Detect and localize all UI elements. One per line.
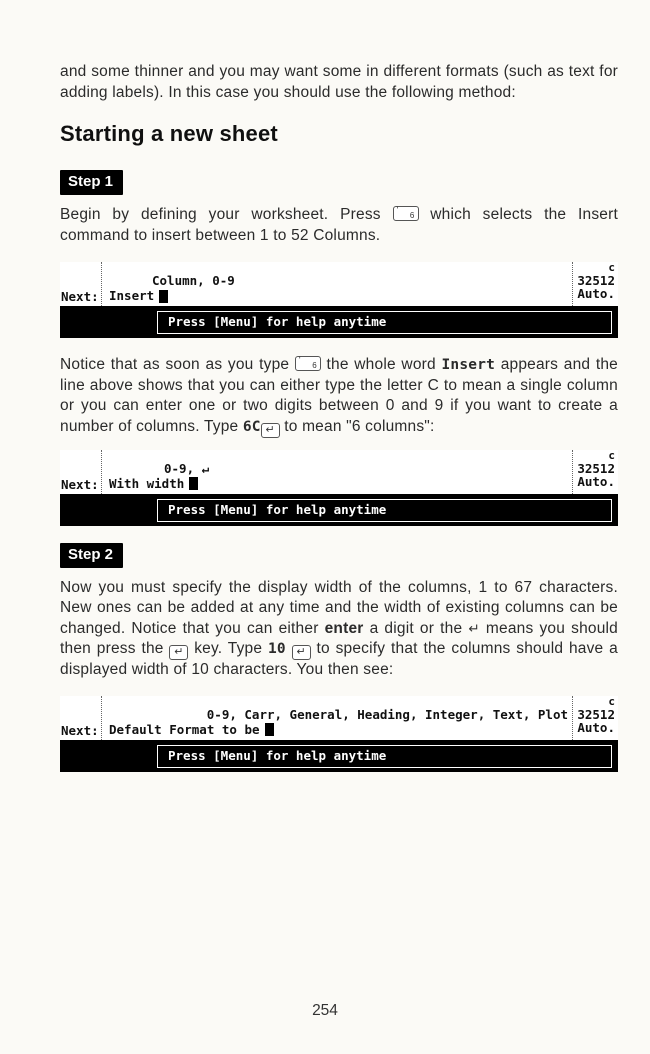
command-text: With width [109, 475, 185, 491]
command-column [102, 262, 572, 306]
prompt-column [60, 262, 102, 306]
emphasized-word: enter [324, 619, 364, 637]
command-keyword: Insert [441, 357, 496, 373]
status-column [572, 696, 618, 740]
spreadsheet-screenshot-3 [60, 696, 618, 772]
screen-text-area [60, 450, 618, 496]
status-column [572, 262, 618, 306]
next-prompt: Next: [61, 722, 99, 738]
status-mode: Auto. [577, 719, 615, 735]
page-number: 254 [312, 1002, 338, 1019]
enter-key-icon: ↵ [292, 645, 311, 660]
spreadsheet-screenshot-2 [60, 450, 618, 526]
intro-paragraph: and some thinner and you may want some in different formats (such as text for adding labels). In this case you should use the following method: [60, 63, 618, 101]
menu-help-message: Press [Menu] for help anytime [157, 499, 612, 522]
insert-key-icon: ' 6 [295, 356, 321, 371]
insert-key-icon: ' 6 [393, 206, 419, 221]
status-corner: c [608, 448, 615, 462]
command-keyword: 10 [267, 641, 286, 657]
menu-help-message: Press [Menu] for help anytime [157, 745, 612, 768]
screen-text-area [60, 696, 618, 742]
status-memory: 32512 [577, 273, 615, 288]
command-column [102, 450, 572, 494]
status-mode: Auto. [577, 286, 615, 301]
menu-bar [60, 308, 618, 338]
next-prompt: Next: [61, 289, 99, 304]
command-column [102, 696, 572, 740]
text-cursor [159, 290, 168, 303]
enter-key-icon: ↵ [261, 423, 280, 438]
prompt-column [60, 696, 102, 740]
status-memory: 32512 [577, 706, 615, 722]
option-hint-line: 0-9, ↵ [164, 460, 210, 476]
prompt-column [60, 450, 102, 494]
spreadsheet-screenshot-1 [60, 262, 618, 338]
text-cursor [189, 477, 198, 490]
step2-paragraph-1: Now you must specify the display width of the columns, 1 to 67 characters. New ones can be added at any time and the width of existing columns can be changed. Notice that you can either enter a digit or the ↵ means you should then press the ↵ key. Type 10 ↵ to specify that the columns should have a displayed width of 10 characters. You then see: [60, 578, 618, 678]
status-memory: 32512 [577, 460, 615, 476]
step2-badge: Step 2 [60, 543, 123, 568]
screen-text-area [60, 262, 618, 308]
enter-key-icon: ↵ [169, 645, 188, 660]
command-keyword: 6C [242, 418, 261, 435]
menu-bar [60, 742, 618, 772]
status-column [572, 450, 618, 494]
menu-bar [60, 496, 618, 526]
step1-paragraph-2: Notice that as soon as you type ' 6 the whole word Insert appears and the line above shows that you can either type the letter C to mean a single column or you can enter one or two digits between 0 and 9 if you want to create a number of columns. Type 6C ↵ to mean "6 columns": [60, 355, 618, 436]
option-hint-line: Column, 0-9 [152, 273, 235, 288]
status-corner: c [608, 261, 615, 274]
status-corner: c [608, 694, 615, 708]
page-content [60, 62, 618, 772]
command-text: Insert [109, 288, 155, 303]
command-text: Default Format to be [109, 721, 260, 737]
option-hint-line: 0-9, Carr, General, Heading, Integer, Text, Plot [206, 706, 568, 722]
next-prompt: Next: [61, 476, 99, 492]
step1-paragraph-1: Begin by defining your worksheet. Press ' 6 which selects the Insert command to insert between 1 to 52 Columns. [60, 205, 618, 244]
step1-badge: Step 1 [60, 170, 123, 195]
menu-help-message: Press [Menu] for help anytime [157, 311, 612, 334]
status-mode: Auto. [577, 473, 615, 489]
section-heading: Starting a new sheet [60, 121, 278, 146]
text-cursor [265, 723, 274, 736]
return-arrow-symbol: ↵ [468, 620, 480, 636]
